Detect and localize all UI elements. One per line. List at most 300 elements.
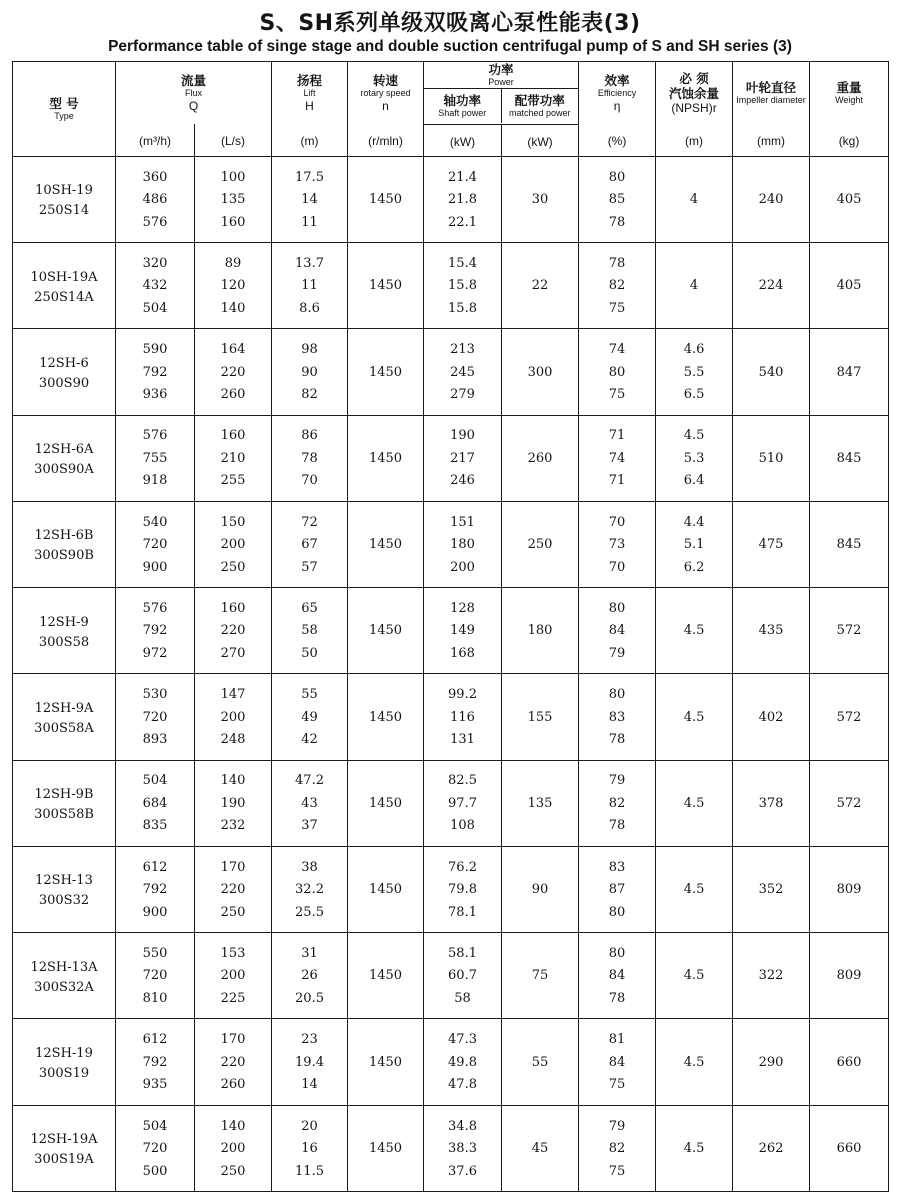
cell-eff <box>579 415 656 501</box>
unit-matched-power-text: (kW) <box>527 134 553 149</box>
cell-flow-m3h-text: 576 792 972 <box>142 600 168 661</box>
cell-matched-text: 180 <box>527 623 553 639</box>
cell-flow-m3h-text: 320 432 504 <box>142 255 168 316</box>
header-shaft-power-en: Shaft power <box>438 108 487 119</box>
cell-impeller-text: 510 <box>758 450 784 466</box>
cell-speed-text: 1450 <box>368 364 403 380</box>
cell-model-text: 10SH-19 250S14 <box>35 183 93 219</box>
cell-model-text: 12SH-9 300S58 <box>38 614 90 650</box>
cell-impeller-text: 402 <box>758 709 784 725</box>
cell-npsh <box>656 760 733 846</box>
cell-flow-ls-text: 100 135 160 <box>220 169 246 230</box>
cell-weight <box>810 329 889 415</box>
cell-speed-text: 1450 <box>368 882 403 898</box>
cell-flow-m3h <box>116 501 195 587</box>
cell-model-text: 12SH-9B 300S58B <box>34 787 94 823</box>
cell-matched-text: 135 <box>527 795 553 811</box>
cell-lift <box>272 933 348 1019</box>
cell-model <box>13 329 116 415</box>
header-weight-cn: 重量 <box>836 80 862 96</box>
header-weight-en: Weight <box>835 95 863 106</box>
unit-npsh <box>656 124 733 156</box>
cell-flow-ls-text: 164 220 260 <box>220 342 246 403</box>
table-row <box>13 501 889 587</box>
cell-flow-ls-text: 140 200 250 <box>220 1118 246 1179</box>
cell-flow-ls-text: 153 200 225 <box>220 945 246 1006</box>
cell-flow-ls <box>195 329 272 415</box>
cell-speed <box>348 156 424 242</box>
unit-shaft-power <box>424 124 502 156</box>
cell-flow-ls-text: 160 220 270 <box>220 600 246 661</box>
header-flux-cn: 流量 <box>181 73 207 89</box>
header-speed-en: rotary speed <box>360 88 411 99</box>
cell-eff-text: 78 82 75 <box>608 255 626 316</box>
cell-model-text: 10SH-19A 250S14A <box>30 269 98 305</box>
header-flux <box>116 62 272 125</box>
cell-lift-text: 31 26 20.5 <box>295 945 324 1006</box>
header-matched-power-cn: 配带功率 <box>514 93 565 109</box>
cell-model-text: 12SH-6A 300S90A <box>34 442 94 478</box>
unit-shaft-power-text: (kW) <box>449 134 476 149</box>
cell-model-text: 12SH-6 300S90 <box>38 355 90 391</box>
cell-matched-text: 30 <box>531 192 549 208</box>
cell-shaft <box>424 846 502 932</box>
cell-matched-text: 300 <box>527 364 553 380</box>
cell-shaft <box>424 415 502 501</box>
cell-eff-text: 71 74 71 <box>608 428 626 489</box>
cell-shaft-text: 213 245 279 <box>450 342 475 403</box>
unit-speed-text: (r/mln) <box>368 134 403 149</box>
cell-shaft <box>424 1019 502 1105</box>
cell-lift-text: 13.7 11 8.6 <box>295 255 324 316</box>
unit-flow-ls-text: (L/s) <box>221 134 245 149</box>
cell-model <box>13 674 116 760</box>
cell-speed <box>348 933 424 1019</box>
cell-impeller <box>733 846 810 932</box>
cell-weight <box>810 933 889 1019</box>
cell-model <box>13 760 116 846</box>
cell-weight-text: 572 <box>836 795 862 811</box>
cell-impeller-text: 435 <box>758 623 784 639</box>
cell-eff-text: 74 80 75 <box>608 342 626 403</box>
cell-impeller <box>733 156 810 242</box>
cell-lift-text: 98 90 82 <box>301 342 318 403</box>
cell-weight <box>810 156 889 242</box>
cell-npsh <box>656 156 733 242</box>
header-power <box>424 62 579 125</box>
header-shaft-power-cn: 轴功率 <box>443 93 482 109</box>
unit-weight-text: (kg) <box>838 134 860 149</box>
cell-lift <box>272 1105 348 1191</box>
cell-lift <box>272 846 348 932</box>
cell-matched-text: 55 <box>531 1054 549 1070</box>
header-lift-en: Lift <box>303 88 316 99</box>
cell-matched <box>502 1105 579 1191</box>
cell-impeller <box>733 415 810 501</box>
table-row <box>13 415 889 501</box>
cell-speed <box>348 674 424 760</box>
cell-matched <box>502 329 579 415</box>
cell-weight-text: 847 <box>836 364 862 380</box>
cell-matched <box>502 501 579 587</box>
cell-shaft <box>424 588 502 674</box>
cell-npsh-text: 4.5 <box>683 882 705 898</box>
cell-npsh <box>656 933 733 1019</box>
cell-flow-ls-text: 170 220 250 <box>220 859 246 920</box>
table-row <box>13 156 889 242</box>
unit-impeller-text: (mm) <box>757 134 786 149</box>
header-type-en: Type <box>54 110 74 121</box>
cell-impeller-text: 322 <box>758 968 784 984</box>
cell-matched <box>502 674 579 760</box>
cell-flow-ls-text: 150 200 250 <box>220 514 246 575</box>
cell-matched-text: 75 <box>531 968 549 984</box>
cell-lift-text: 47.2 43 37 <box>295 773 324 834</box>
cell-shaft <box>424 329 502 415</box>
table-body <box>13 156 889 1191</box>
cell-weight <box>810 588 889 674</box>
cell-eff <box>579 846 656 932</box>
cell-impeller-text: 262 <box>758 1141 784 1157</box>
unit-flow-m3h-text: (m³/h) <box>139 134 171 149</box>
cell-flow-ls <box>195 156 272 242</box>
cell-flow-m3h <box>116 1019 195 1105</box>
cell-model <box>13 588 116 674</box>
header-npsh-symbol: (NPSH)r <box>671 101 717 116</box>
cell-impeller-text: 540 <box>758 364 784 380</box>
cell-flow-ls-text: 170 220 260 <box>220 1032 246 1093</box>
cell-npsh <box>656 588 733 674</box>
header-power-en: Power <box>488 77 514 88</box>
cell-impeller <box>733 243 810 329</box>
cell-speed <box>348 243 424 329</box>
header-lift-symbol: H <box>305 99 314 114</box>
title-chinese: S、SH系列单级双吸离心泵性能表(3) <box>259 11 641 36</box>
cell-npsh-text: 4.5 <box>683 623 705 639</box>
cell-flow-ls <box>195 846 272 932</box>
cell-lift-text: 20 16 11.5 <box>295 1118 324 1179</box>
cell-weight <box>810 1105 889 1191</box>
cell-flow-m3h <box>116 588 195 674</box>
cell-npsh-text: 4.4 5.1 6.2 <box>683 514 705 575</box>
cell-eff <box>579 588 656 674</box>
cell-flow-ls <box>195 1019 272 1105</box>
cell-weight-text: 660 <box>836 1141 862 1157</box>
cell-eff-text: 79 82 78 <box>608 773 626 834</box>
cell-matched-text: 90 <box>531 882 549 898</box>
cell-impeller-text: 352 <box>758 882 784 898</box>
table-row <box>13 1019 889 1105</box>
cell-speed-text: 1450 <box>368 537 403 553</box>
cell-speed <box>348 1019 424 1105</box>
cell-speed <box>348 588 424 674</box>
cell-lift <box>272 329 348 415</box>
cell-lift-text: 23 19.4 14 <box>295 1032 324 1093</box>
cell-npsh <box>656 243 733 329</box>
cell-matched <box>502 415 579 501</box>
header-npsh <box>656 62 733 125</box>
cell-flow-m3h <box>116 846 195 932</box>
cell-shaft <box>424 156 502 242</box>
table-row <box>13 674 889 760</box>
cell-speed-text: 1450 <box>368 795 403 811</box>
cell-speed-text: 1450 <box>368 278 403 294</box>
cell-model-text: 12SH-13A 300S32A <box>30 959 98 995</box>
cell-matched-text: 22 <box>531 278 549 294</box>
unit-lift <box>272 124 348 156</box>
cell-eff-text: 80 84 79 <box>608 600 626 661</box>
cell-speed <box>348 501 424 587</box>
title-english: Performance table of singe stage and double suction centrifugal pump of S and SH series (3) <box>108 38 792 55</box>
cell-speed-text: 1450 <box>368 623 403 639</box>
cell-matched-text: 250 <box>527 537 553 553</box>
cell-flow-m3h-text: 504 720 500 <box>142 1118 168 1179</box>
cell-impeller-text: 378 <box>758 795 784 811</box>
cell-model <box>13 501 116 587</box>
cell-shaft-text: 190 217 246 <box>450 428 475 489</box>
cell-shaft-text: 21.4 21.8 22.1 <box>448 169 477 230</box>
header-flux-symbol: Q <box>188 99 199 114</box>
cell-lift-text: 55 49 42 <box>301 687 318 748</box>
cell-shaft-text: 58.1 60.7 58 <box>448 945 477 1006</box>
cell-flow-m3h-text: 612 792 935 <box>142 1032 168 1093</box>
cell-weight-text: 405 <box>836 192 862 208</box>
unit-lift-text: (m) <box>300 134 319 149</box>
cell-impeller <box>733 329 810 415</box>
unit-speed <box>348 124 424 156</box>
unit-efficiency <box>579 124 656 156</box>
cell-impeller <box>733 588 810 674</box>
cell-speed-text: 1450 <box>368 192 403 208</box>
cell-matched-text: 155 <box>527 709 553 725</box>
cell-eff-text: 79 82 75 <box>608 1118 626 1179</box>
table-row <box>13 329 889 415</box>
cell-matched <box>502 846 579 932</box>
table-row <box>13 933 889 1019</box>
cell-lift-text: 38 32.2 25.5 <box>295 859 324 920</box>
cell-eff <box>579 1105 656 1191</box>
cell-flow-ls-text: 89 120 140 <box>220 255 246 316</box>
cell-flow-m3h-text: 612 792 900 <box>142 859 168 920</box>
cell-shaft-text: 15.4 15.8 15.8 <box>448 255 477 316</box>
cell-flow-m3h-text: 590 792 936 <box>142 342 168 403</box>
table-row <box>13 760 889 846</box>
cell-matched <box>502 156 579 242</box>
unit-npsh-text: (m) <box>685 134 704 149</box>
header-efficiency <box>579 62 656 125</box>
cell-flow-ls-text: 160 210 255 <box>220 428 246 489</box>
cell-speed <box>348 1105 424 1191</box>
cell-shaft-text: 82.5 97.7 108 <box>448 773 477 834</box>
cell-model <box>13 1019 116 1105</box>
unit-row <box>13 124 889 156</box>
header-speed-cn: 转速 <box>373 73 399 89</box>
cell-flow-m3h-text: 360 486 576 <box>142 169 168 230</box>
cell-weight-text: 845 <box>836 450 862 466</box>
cell-flow-ls <box>195 674 272 760</box>
cell-model-text: 12SH-19A 300S19A <box>30 1132 98 1168</box>
cell-flow-m3h-text: 540 720 900 <box>142 514 168 575</box>
cell-speed <box>348 760 424 846</box>
cell-impeller <box>733 1019 810 1105</box>
cell-flow-m3h <box>116 674 195 760</box>
cell-model <box>13 933 116 1019</box>
cell-npsh-text: 4.5 <box>683 1054 705 1070</box>
cell-shaft-text: 151 180 200 <box>450 514 475 575</box>
cell-eff <box>579 329 656 415</box>
cell-shaft-text: 76.2 79.8 78.1 <box>448 859 477 920</box>
cell-speed-text: 1450 <box>368 709 403 725</box>
cell-impeller <box>733 933 810 1019</box>
header-type <box>13 62 116 157</box>
cell-npsh-text: 4.5 <box>683 968 705 984</box>
cell-flow-ls <box>195 1105 272 1191</box>
cell-npsh-text: 4.5 <box>683 709 705 725</box>
cell-matched <box>502 243 579 329</box>
cell-eff <box>579 501 656 587</box>
cell-model-text: 12SH-6B 300S90B <box>34 528 94 564</box>
cell-speed <box>348 329 424 415</box>
header-weight <box>810 62 889 125</box>
cell-lift <box>272 243 348 329</box>
cell-shaft <box>424 760 502 846</box>
cell-matched-text: 45 <box>531 1141 549 1157</box>
cell-flow-m3h-text: 576 755 918 <box>142 428 168 489</box>
header-speed <box>348 62 424 125</box>
cell-weight-text: 405 <box>836 278 862 294</box>
table-row <box>13 846 889 932</box>
cell-lift <box>272 588 348 674</box>
header-efficiency-cn: 效率 <box>604 73 630 89</box>
cell-model <box>13 415 116 501</box>
header-npsh-cn-2: 汽蚀余量 <box>669 86 720 102</box>
unit-efficiency-text: (%) <box>607 134 627 149</box>
header-impeller-en: Impeller diameter <box>736 95 806 106</box>
cell-weight <box>810 1019 889 1105</box>
header-npsh-cn-1: 必 须 <box>679 71 709 87</box>
cell-flow-ls-text: 147 200 248 <box>220 687 246 748</box>
cell-npsh <box>656 674 733 760</box>
cell-flow-m3h <box>116 1105 195 1191</box>
cell-shaft-text: 128 149 168 <box>450 600 475 661</box>
header-row <box>13 62 889 125</box>
header-lift <box>272 62 348 125</box>
cell-npsh <box>656 1019 733 1105</box>
cell-speed-text: 1450 <box>368 1141 403 1157</box>
cell-matched <box>502 760 579 846</box>
cell-lift <box>272 760 348 846</box>
cell-shaft-text: 99.2 116 131 <box>448 687 477 748</box>
cell-npsh-text: 4 <box>689 278 699 294</box>
header-impeller-cn: 叶轮直径 <box>746 80 797 96</box>
cell-model <box>13 846 116 932</box>
cell-model <box>13 243 116 329</box>
cell-lift <box>272 156 348 242</box>
cell-eff-text: 80 84 78 <box>608 945 626 1006</box>
header-efficiency-symbol: η <box>613 99 621 114</box>
cell-shaft <box>424 1105 502 1191</box>
cell-eff <box>579 243 656 329</box>
cell-impeller <box>733 1105 810 1191</box>
cell-flow-m3h <box>116 933 195 1019</box>
header-power-cn: 功率 <box>488 62 514 78</box>
cell-flow-ls-text: 140 190 232 <box>220 773 246 834</box>
cell-lift-text: 72 67 57 <box>301 514 318 575</box>
unit-flow-m3h <box>116 124 195 156</box>
cell-weight-text: 845 <box>836 537 862 553</box>
cell-weight-text: 809 <box>836 968 862 984</box>
cell-npsh <box>656 415 733 501</box>
cell-shaft <box>424 501 502 587</box>
cell-eff <box>579 1019 656 1105</box>
table-row <box>13 588 889 674</box>
cell-lift <box>272 415 348 501</box>
cell-shaft-text: 47.3 49.8 47.8 <box>448 1032 477 1093</box>
cell-weight <box>810 501 889 587</box>
cell-flow-m3h <box>116 415 195 501</box>
cell-weight-text: 660 <box>836 1054 862 1070</box>
cell-eff-text: 80 83 78 <box>608 687 626 748</box>
cell-eff <box>579 156 656 242</box>
cell-npsh <box>656 846 733 932</box>
cell-npsh <box>656 501 733 587</box>
cell-matched <box>502 1019 579 1105</box>
cell-eff-text: 80 85 78 <box>608 169 626 230</box>
cell-flow-m3h-text: 530 720 893 <box>142 687 168 748</box>
cell-eff-text: 81 84 75 <box>608 1032 626 1093</box>
cell-flow-m3h <box>116 156 195 242</box>
header-efficiency-en: Efficiency <box>597 88 637 99</box>
cell-shaft <box>424 674 502 760</box>
unit-impeller <box>733 124 810 156</box>
cell-eff-text: 83 87 80 <box>608 859 626 920</box>
cell-npsh <box>656 329 733 415</box>
header-lift-cn: 扬程 <box>297 73 323 89</box>
performance-table <box>12 61 889 1192</box>
cell-model-text: 12SH-19 300S19 <box>35 1045 93 1081</box>
cell-weight <box>810 415 889 501</box>
cell-impeller-text: 224 <box>758 278 784 294</box>
cell-shaft <box>424 933 502 1019</box>
unit-matched-power <box>502 124 579 156</box>
cell-shaft <box>424 243 502 329</box>
cell-flow-m3h-text: 504 684 835 <box>142 773 168 834</box>
cell-lift <box>272 501 348 587</box>
cell-lift <box>272 674 348 760</box>
cell-matched <box>502 588 579 674</box>
cell-model <box>13 1105 116 1191</box>
cell-weight-text: 572 <box>836 623 862 639</box>
cell-speed-text: 1450 <box>368 1054 403 1070</box>
cell-flow-ls <box>195 243 272 329</box>
header-type-cn: 型 号 <box>49 95 79 111</box>
unit-weight <box>810 124 889 156</box>
cell-impeller <box>733 674 810 760</box>
cell-flow-ls <box>195 588 272 674</box>
cell-lift-text: 86 78 70 <box>301 428 318 489</box>
cell-flow-ls <box>195 501 272 587</box>
cell-impeller-text: 290 <box>758 1054 784 1070</box>
cell-impeller-text: 475 <box>758 537 784 553</box>
cell-weight <box>810 760 889 846</box>
cell-speed-text: 1450 <box>368 968 403 984</box>
cell-lift-text: 65 58 50 <box>301 600 318 661</box>
cell-flow-m3h <box>116 760 195 846</box>
cell-eff <box>579 760 656 846</box>
cell-eff-text: 70 73 70 <box>608 514 626 575</box>
cell-model-text: 12SH-13 300S32 <box>35 873 93 909</box>
cell-speed-text: 1450 <box>368 450 403 466</box>
